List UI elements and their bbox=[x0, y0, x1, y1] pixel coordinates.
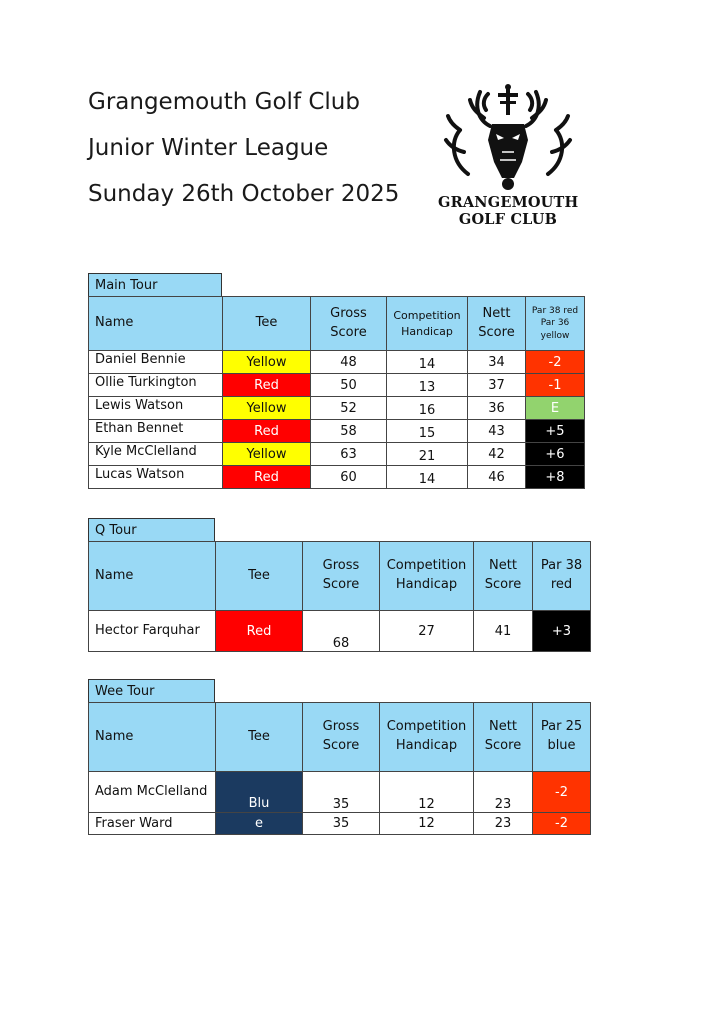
header-name: Name bbox=[89, 542, 216, 611]
nett-cell: 37 bbox=[468, 374, 526, 397]
nett-cell: 43 bbox=[468, 420, 526, 443]
gross-cell: 48 bbox=[311, 351, 387, 374]
nett-cell: 34 bbox=[468, 351, 526, 374]
header-handicap: Competition Handicap bbox=[380, 542, 474, 611]
logo-text-line2: GOLF CLUB bbox=[458, 211, 558, 228]
header-handicap: Competition Handicap bbox=[380, 703, 474, 772]
table-header-row bbox=[89, 703, 591, 772]
main-tour-caption: Main Tour bbox=[88, 273, 222, 297]
table-row bbox=[89, 466, 585, 489]
table-row bbox=[89, 374, 585, 397]
header-tee: Tee bbox=[223, 297, 311, 351]
header-par: Par 38 red bbox=[533, 542, 591, 611]
tee-cell: Red bbox=[223, 420, 311, 443]
logo-text-line1: GRANGEMOUTH bbox=[438, 194, 579, 211]
header-gross: Gross Score bbox=[311, 297, 387, 351]
wee-tour-caption: Wee Tour bbox=[88, 679, 215, 703]
par-cell: -2 bbox=[533, 813, 591, 835]
tee-cell-bottom: e bbox=[216, 813, 303, 835]
wee-tour-table bbox=[88, 702, 591, 835]
table-header-row bbox=[89, 542, 591, 611]
header-nett: Nett Score bbox=[468, 297, 526, 351]
table-row bbox=[89, 772, 591, 813]
tee-cell: Red bbox=[223, 466, 311, 489]
gross-cell: 63 bbox=[311, 443, 387, 466]
header-par: Par 38 red Par 36 yellow bbox=[526, 297, 585, 351]
player-name: Fraser Ward bbox=[89, 813, 216, 835]
table-row bbox=[89, 397, 585, 420]
header-name: Name bbox=[89, 703, 216, 772]
player-name: Lucas Watson bbox=[95, 466, 185, 482]
nett-cell: 23 bbox=[474, 772, 533, 813]
header-nett: Nett Score bbox=[474, 542, 533, 611]
handicap-cell: 21 bbox=[418, 448, 436, 464]
tee-cell: Yellow bbox=[223, 443, 311, 466]
header-nett: Nett Score bbox=[474, 703, 533, 772]
tee-cell: Yellow bbox=[223, 397, 311, 420]
nett-cell: 46 bbox=[468, 466, 526, 489]
header-name: Name bbox=[89, 297, 223, 351]
player-name: Lewis Watson bbox=[95, 397, 184, 413]
league-title: Junior Winter League bbox=[88, 135, 329, 161]
tee-cell: Red bbox=[216, 611, 303, 652]
tee-cell-top: Blu bbox=[216, 772, 303, 813]
gross-cell: 60 bbox=[311, 466, 387, 489]
event-date: Sunday 26th October 2025 bbox=[88, 181, 400, 207]
club-logo bbox=[438, 82, 578, 232]
par-cell: E bbox=[526, 397, 585, 420]
par-cell: -2 bbox=[526, 351, 585, 374]
handicap-cell: 12 bbox=[380, 813, 474, 835]
handicap-cell: 27 bbox=[380, 611, 474, 652]
gross-cell: 50 bbox=[311, 374, 387, 397]
nett-cell: 23 bbox=[474, 813, 533, 835]
table-row bbox=[89, 420, 585, 443]
handicap-cell: 15 bbox=[418, 425, 436, 441]
gross-cell: 35 bbox=[303, 813, 380, 835]
handicap-cell: 14 bbox=[418, 356, 436, 372]
gross-cell: 52 bbox=[311, 397, 387, 420]
par-cell: -2 bbox=[533, 772, 591, 813]
nett-cell: 41 bbox=[474, 611, 533, 652]
header-gross: Gross Score bbox=[303, 542, 380, 611]
player-name: Hector Farquhar bbox=[89, 611, 216, 652]
par-cell: +6 bbox=[526, 443, 585, 466]
gross-cell: 68 bbox=[303, 611, 380, 652]
table-row bbox=[89, 443, 585, 466]
tee-cell: Yellow bbox=[223, 351, 311, 374]
main-tour-table bbox=[88, 296, 585, 489]
par-cell: +3 bbox=[533, 611, 591, 652]
table-row bbox=[89, 351, 585, 374]
header-par: Par 25 blue bbox=[533, 703, 591, 772]
table-row bbox=[89, 611, 591, 652]
handicap-cell: 14 bbox=[418, 471, 436, 487]
nett-cell: 36 bbox=[468, 397, 526, 420]
table-row bbox=[89, 813, 591, 835]
handicap-cell: 13 bbox=[418, 379, 436, 395]
nett-cell: 42 bbox=[468, 443, 526, 466]
q-tour-table bbox=[88, 541, 591, 652]
handicap-cell: 16 bbox=[418, 402, 436, 418]
par-cell: +8 bbox=[526, 466, 585, 489]
player-name: Daniel Bennie bbox=[95, 351, 186, 367]
header-tee: Tee bbox=[216, 542, 303, 611]
player-name: Adam McClelland bbox=[89, 772, 216, 813]
club-title: Grangemouth Golf Club bbox=[88, 89, 360, 115]
player-name: Kyle McClelland bbox=[95, 443, 197, 459]
q-tour-caption: Q Tour bbox=[88, 518, 215, 542]
stag-crest-icon bbox=[438, 82, 578, 194]
player-name: Ollie Turkington bbox=[95, 374, 197, 390]
par-cell: -1 bbox=[526, 374, 585, 397]
handicap-cell: 12 bbox=[380, 772, 474, 813]
gross-cell: 35 bbox=[303, 772, 380, 813]
header-handicap: Competition Handicap bbox=[387, 297, 468, 351]
header-gross: Gross Score bbox=[303, 703, 380, 772]
table-header-row bbox=[89, 297, 585, 351]
gross-cell: 58 bbox=[311, 420, 387, 443]
player-name: Ethan Bennet bbox=[95, 420, 184, 436]
tee-cell: Red bbox=[223, 374, 311, 397]
header-tee: Tee bbox=[216, 703, 303, 772]
par-cell: +5 bbox=[526, 420, 585, 443]
